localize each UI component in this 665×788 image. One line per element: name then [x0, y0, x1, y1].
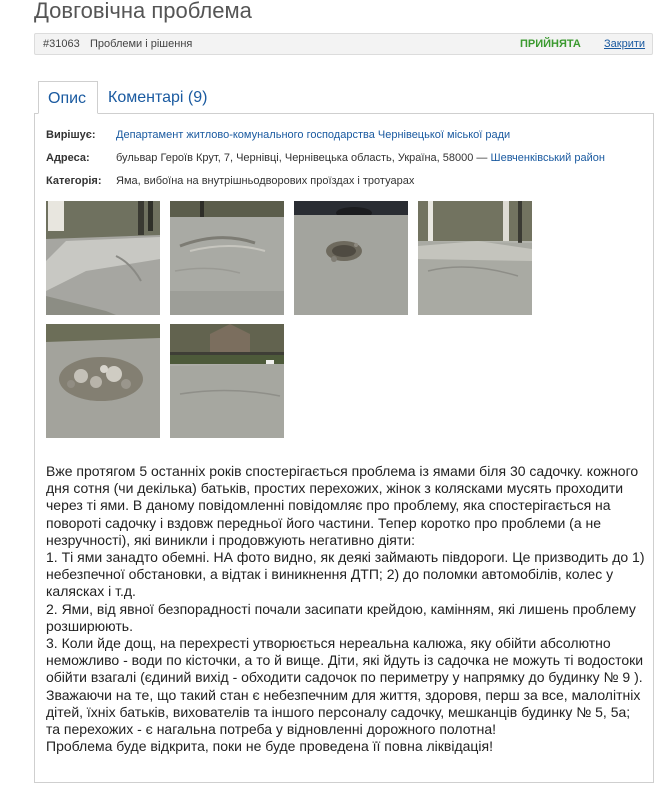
photo-4[interactable] — [418, 201, 532, 315]
issue-id: #31063 — [43, 38, 80, 50]
tab-description[interactable]: Опис — [38, 81, 98, 114]
photo-5[interactable] — [46, 324, 160, 438]
issue-description: Вже протягом 5 останніх років спостерігається проблема із ямами біля 30 садочку. кожного дня сотня (чи декілька) батьків, простих перехожих, жінок з колясками мусять проходити через ті ями. В даному повідомленні повідомляє про проблему, яка спостерігається на повороті садочку і вздовж передньої його частини. Тепер коротко про проблеми (а не незручності), які виникли і продовжують негативно діяти: 1. Ті ями занадто обемні. НА фото видно, як деякі займають півдороги. Це призводить до 1) небезпечної обстановки, а відтак і виникнення ДТП; 2) до поломки автомобілів, колес у калясках і т.д. 2. Ями, від явної безпорадності почали засипати крейдою, камінням, які лишень проблему розширюють. 3. Коли йде дощ, на перехресті утворюється нереальна калюжа, яку обійти абсолютно неможливо - води по кісточки, а то й вище. Діти, які йдуть із садочка не можуть ті водостоки обійти взагалі (єдиний вихід - обходити садочок по периметру у напрямку до будинку № 9 ). Зважаючи на те, що такий стан є небезпечним для життя, здоровя, перш за все, малолітніх дітей, їхніх батьків, вихователів та іншого персоналу садочку, мешканців будинку № 5, 5а; та перехожих - є нагальна потреба у відновленні дорожного полотна! Проблема буде відкрита, поки не буде проведена її повна ліквідація! — [46, 463, 645, 755]
status-badge: ПРИЙНЯТА — [520, 38, 581, 50]
photo-1[interactable] — [46, 201, 160, 315]
photo-2[interactable] — [170, 201, 284, 315]
resolver-link[interactable]: Департамент житлово-комунального господарства Чернівецької міської ради — [116, 129, 511, 141]
address-value-wrap — [116, 152, 605, 164]
photo-3[interactable] — [294, 201, 408, 315]
photo-6[interactable] — [170, 324, 284, 438]
description-panel — [34, 113, 654, 783]
issue-category: Проблеми і рішення — [90, 38, 193, 50]
close-link[interactable]: Закрити — [604, 38, 646, 50]
address-label: Адреса: — [46, 152, 90, 164]
resolver-row — [46, 129, 511, 141]
category-row — [46, 175, 415, 187]
page-title: Довговічна проблема — [34, 0, 252, 23]
tab-comments[interactable]: Коментарі (9) — [108, 89, 208, 106]
category-label: Категорія: — [46, 175, 102, 187]
status-bar — [34, 33, 653, 55]
address-value: бульвар Героїв Крут, 7, Чернівці, Чернівецька область, Україна, 58000 — — [116, 152, 488, 164]
resolver-label: Вирішує: — [46, 129, 96, 141]
category-value: Яма, вибоїна на внутрішньодворових проїздах і тротуарах — [116, 175, 415, 187]
address-row — [46, 152, 605, 164]
district-link[interactable]: Шевченківський район — [490, 152, 605, 164]
